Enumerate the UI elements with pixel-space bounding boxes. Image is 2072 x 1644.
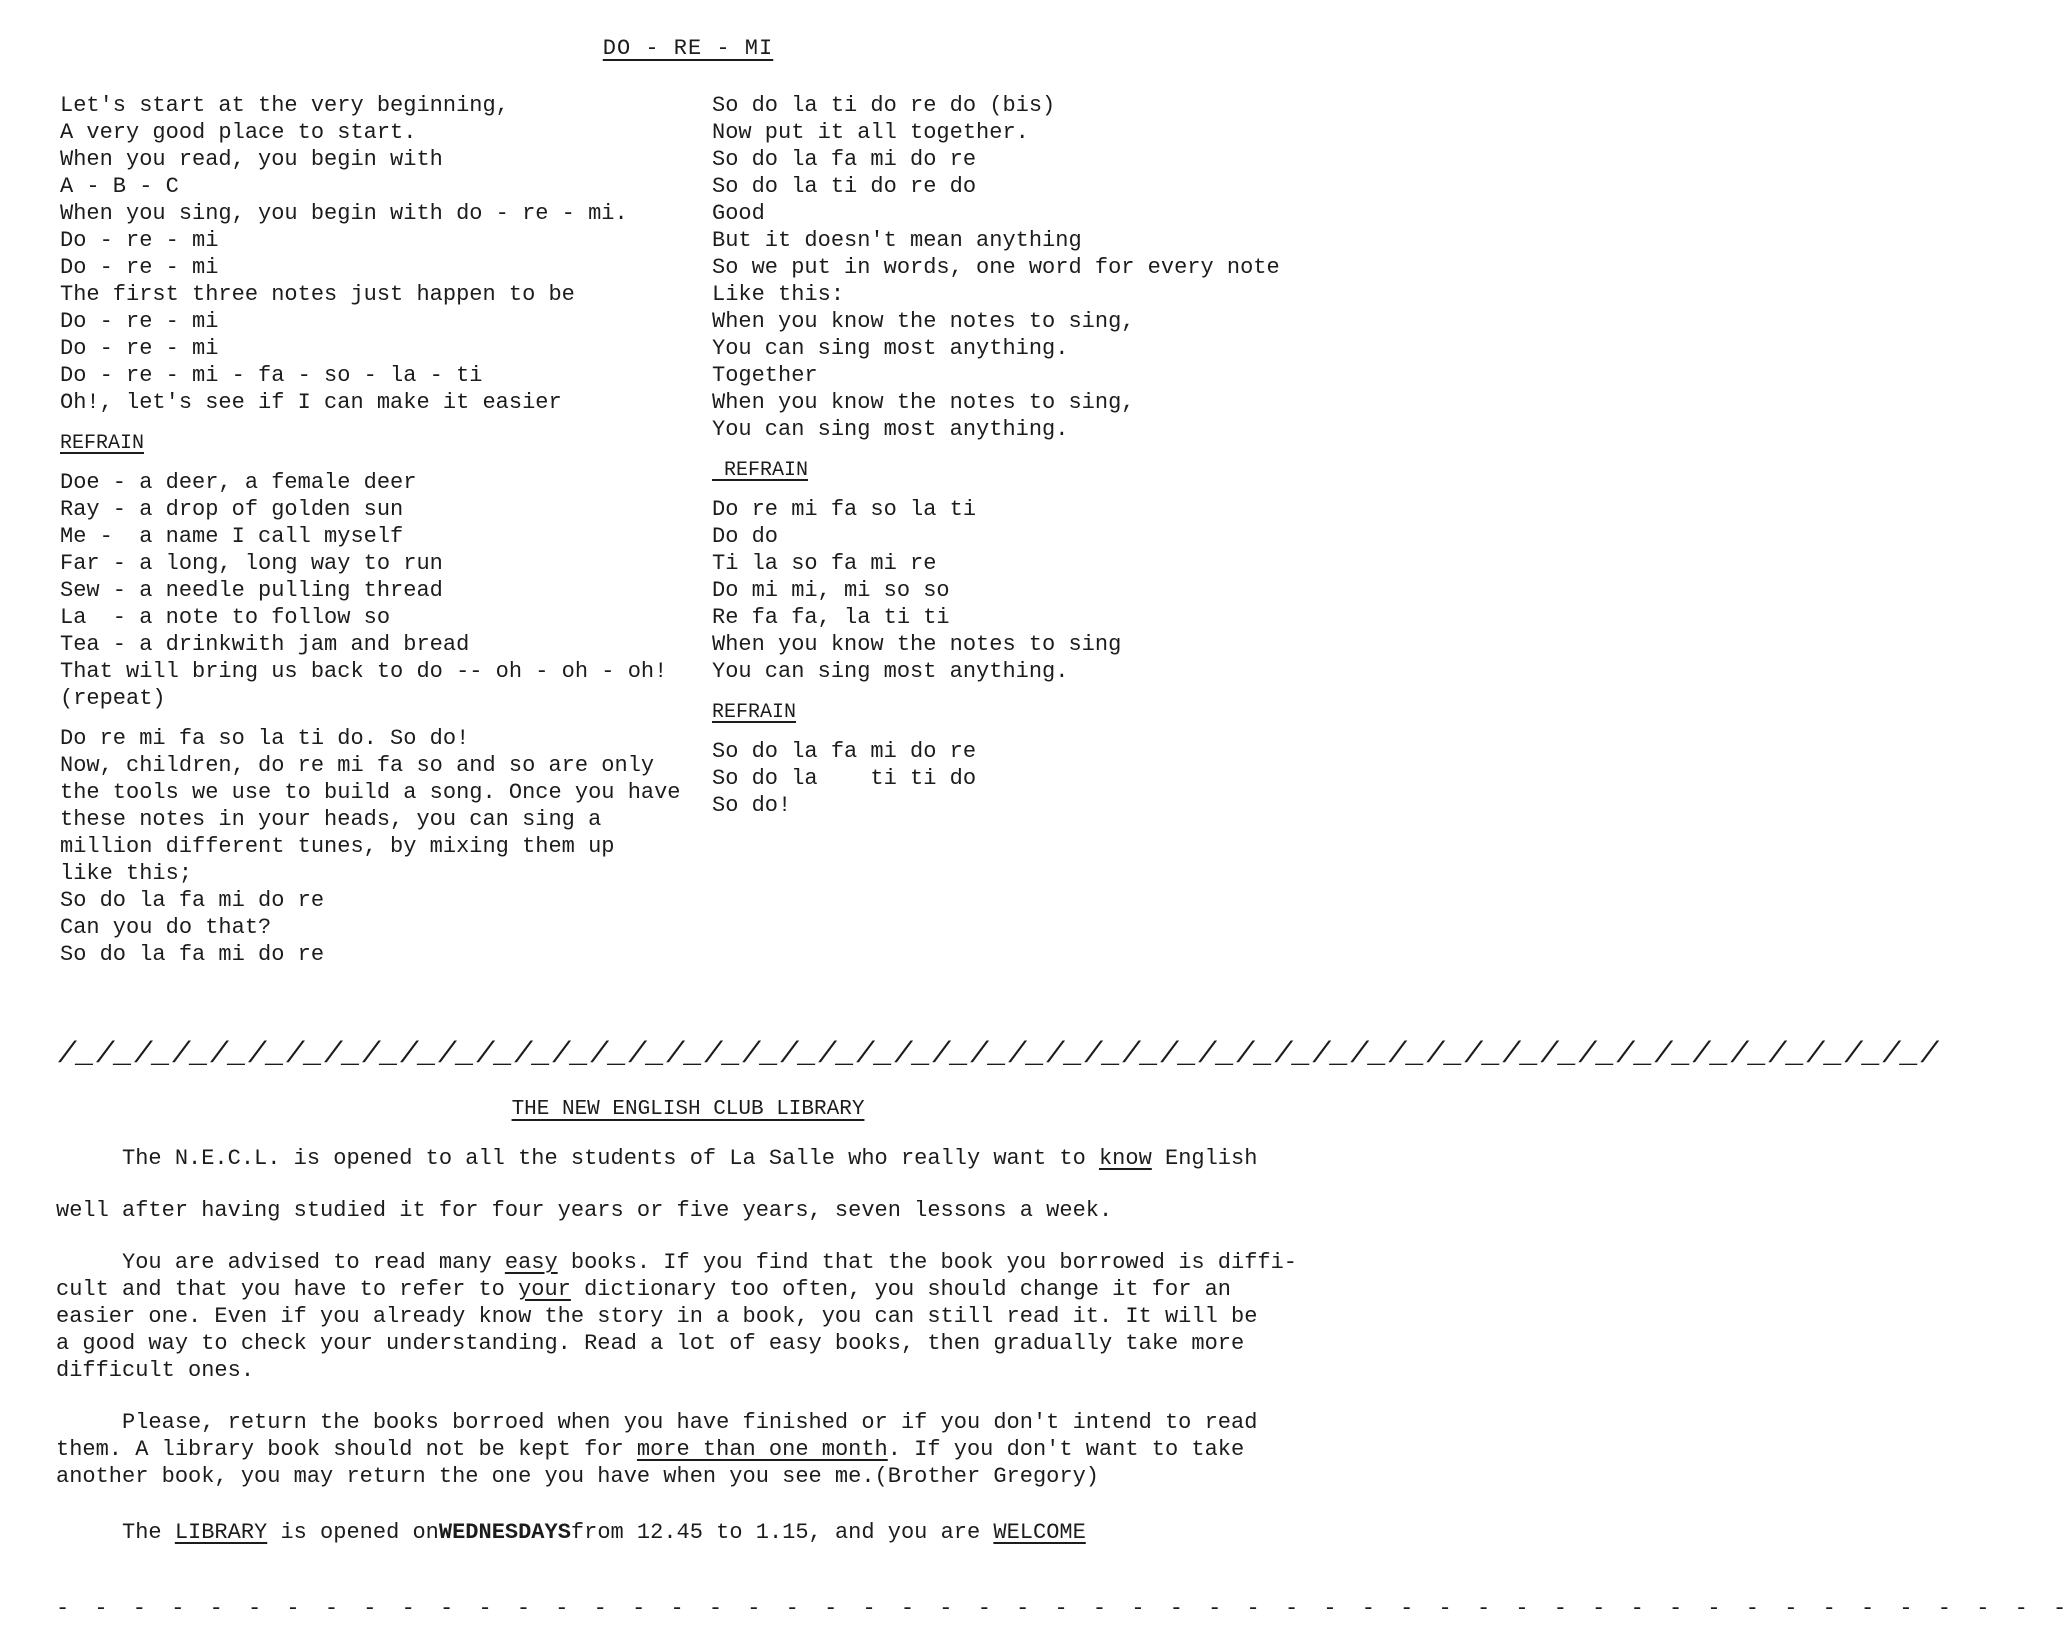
song-line: So do la fa mi do re — [712, 147, 977, 172]
song-line: So do la ti do re do — [712, 174, 977, 199]
song-line: the tools we use to build a song. Once you have — [60, 780, 681, 805]
song-line: million different tunes, by mixing them up — [60, 834, 615, 859]
library-paragraph-2-line-1: You are advised to read many easy books. If you find that the book you borrowed is diffi- — [56, 1250, 1298, 1275]
song-line: Together — [712, 363, 818, 388]
song-line: Do - re - mi — [60, 255, 219, 280]
song-line: So do la ti do re do (bis) — [712, 93, 1056, 118]
song-line: When you know the notes to sing — [712, 632, 1122, 657]
song-line: So do la ti ti do — [712, 766, 977, 791]
song-line — [712, 685, 1362, 698]
library-paragraph-2-line-3: easier one. Even if you already know the story in a book, you can still read it. It will be — [56, 1304, 1258, 1329]
song-line: Good — [712, 201, 765, 226]
library-paragraph-1: The N.E.C.L. is opened to all the students of La Salle who really want to know English — [56, 1146, 1258, 1171]
song-left-column — [60, 92, 710, 968]
song-line: La - a note to follow so — [60, 605, 391, 630]
song-line: When you sing, you begin with do - re - mi. — [60, 201, 628, 226]
library-paragraph-4: The LIBRARY is opened onWEDNESDAYSfrom 12.45 to 1.15, and you are WELCOME — [56, 1520, 1086, 1545]
refrain-heading: REFRAIN — [712, 459, 809, 482]
bottom-dashed-rule: - - - - - - - - - - - - - - - - - - - - - - - - - - - - - - - - - - - - - - - - - - - - - - - - - - - - - — [56, 1596, 2072, 1621]
song-line: Tea - a drinkwith jam and bread — [60, 632, 470, 657]
song-line: Now put it all together. — [712, 120, 1029, 145]
divider-slashes: /_/_/_/_/_/_/_/_/_/_/_/_/_/_/_/_/_/_/_/_/_/_/_/_/_/_/_/_/_/_/_/_/_/_/_/_/_/_/_/_/_/_/_/_/_/_/_/_/_/ — [58, 1038, 1940, 1072]
song-line: So do la fa mi do re — [60, 942, 325, 967]
song-line: Let's start at the very beginning, — [60, 93, 509, 118]
song-line — [60, 429, 710, 456]
song-line: Do re mi fa so la ti do. So do! — [60, 726, 470, 751]
song-line: So we put in words, one word for every note — [712, 255, 1280, 280]
song-line: Do - re - mi — [60, 336, 219, 361]
emphasis-library: LIBRARY — [174, 1520, 268, 1545]
song-line — [60, 456, 710, 469]
song-line: The first three notes just happen to be — [60, 282, 575, 307]
song-line: Do - re - mi — [60, 228, 219, 253]
song-line: When you know the notes to sing, — [712, 309, 1135, 334]
song-line: Ti la so fa mi re — [712, 551, 937, 576]
song-line: Re fa fa, la ti ti — [712, 605, 950, 630]
song-line — [712, 456, 1362, 483]
song-line: Do re mi fa so la ti — [712, 497, 977, 522]
song-line — [712, 443, 1362, 456]
emphasis-your: your — [518, 1277, 571, 1302]
song-line: When you know the notes to sing, — [712, 390, 1135, 415]
library-paragraph-2-line-4: a good way to check your understanding. Read a lot of easy books, then gradually take more — [56, 1331, 1245, 1356]
library-paragraph-3-line-2: them. A library book should not be kept for more than one month. If you don't want to take — [56, 1437, 1245, 1462]
song-line: (repeat) — [60, 686, 166, 711]
song-line: Ray - a drop of golden sun — [60, 497, 404, 522]
library-paragraph-2-line-5: difficult ones. — [56, 1358, 255, 1383]
song-line — [712, 725, 1362, 738]
emphasis-know: know — [1098, 1146, 1152, 1171]
emphasis-welcome: WELCOME — [993, 1520, 1086, 1545]
song-line: You can sing most anything. — [712, 659, 1069, 684]
song-line: So do la fa mi do re — [712, 739, 977, 764]
song-line: Do do — [712, 524, 779, 549]
library-paragraph-3-line-3: another book, you may return the one you have when you see me.(Brother Gregory) — [56, 1464, 1099, 1489]
song-line: A very good place to start. — [60, 120, 417, 145]
refrain-heading: REFRAIN — [712, 701, 797, 724]
emphasis-wednesdays: WEDNESDAYS — [438, 1520, 571, 1545]
song-line: Oh!, let's see if I can make it easier — [60, 390, 562, 415]
emphasis-easy: easy — [504, 1250, 558, 1275]
song-line: Do - re - mi - fa - so - la - ti — [60, 363, 483, 388]
song-line: So do la fa mi do re — [60, 888, 325, 913]
song-line: Far - a long, long way to run — [60, 551, 443, 576]
emphasis-one-month: more than one month — [636, 1437, 888, 1462]
song-line: That will bring us back to do -- oh - oh - oh! — [60, 659, 668, 684]
song-line: Now, children, do re mi fa so and so are only — [60, 753, 655, 778]
song-line: Do - re - mi — [60, 309, 219, 334]
song-line — [60, 712, 710, 725]
song-line: like this; — [60, 861, 193, 886]
song-line: these notes in your heads, you can sing a — [60, 807, 602, 832]
library-paragraph-2-line-2: cult and that you have to refer to your dictionary too often, you should change it for an — [56, 1277, 1231, 1302]
song-line: So do! — [712, 793, 792, 818]
song-line: Can you do that? — [60, 915, 272, 940]
song-line: You can sing most anything. — [712, 336, 1069, 361]
library-title: THE NEW ENGLISH CLUB LIBRARY — [511, 1098, 865, 1121]
song-line: You can sing most anything. — [712, 417, 1069, 442]
song-line — [60, 416, 710, 429]
refrain-heading: REFRAIN — [60, 432, 145, 455]
song-line: Do mi mi, mi so so — [712, 578, 950, 603]
song-line: Like this: — [712, 282, 845, 307]
song-line: Me - a name I call myself — [60, 524, 404, 549]
song-title: DO - RE - MI — [602, 36, 774, 61]
song-line: A - B - C — [60, 174, 179, 199]
song-line — [712, 483, 1362, 496]
library-paragraph-3-line-1: Please, return the books borroed when you have finished or if you don't intend to read — [56, 1410, 1258, 1435]
song-line — [712, 698, 1362, 725]
song-line: When you read, you begin with — [60, 147, 443, 172]
song-line: But it doesn't mean anything — [712, 228, 1082, 253]
song-line: Doe - a deer, a female deer — [60, 470, 417, 495]
song-line: Sew - a needle pulling thread — [60, 578, 443, 603]
library-paragraph-1-line-2: well after having studied it for four years or five years, seven lessons a week. — [56, 1198, 1113, 1223]
song-right-column — [712, 92, 1362, 819]
